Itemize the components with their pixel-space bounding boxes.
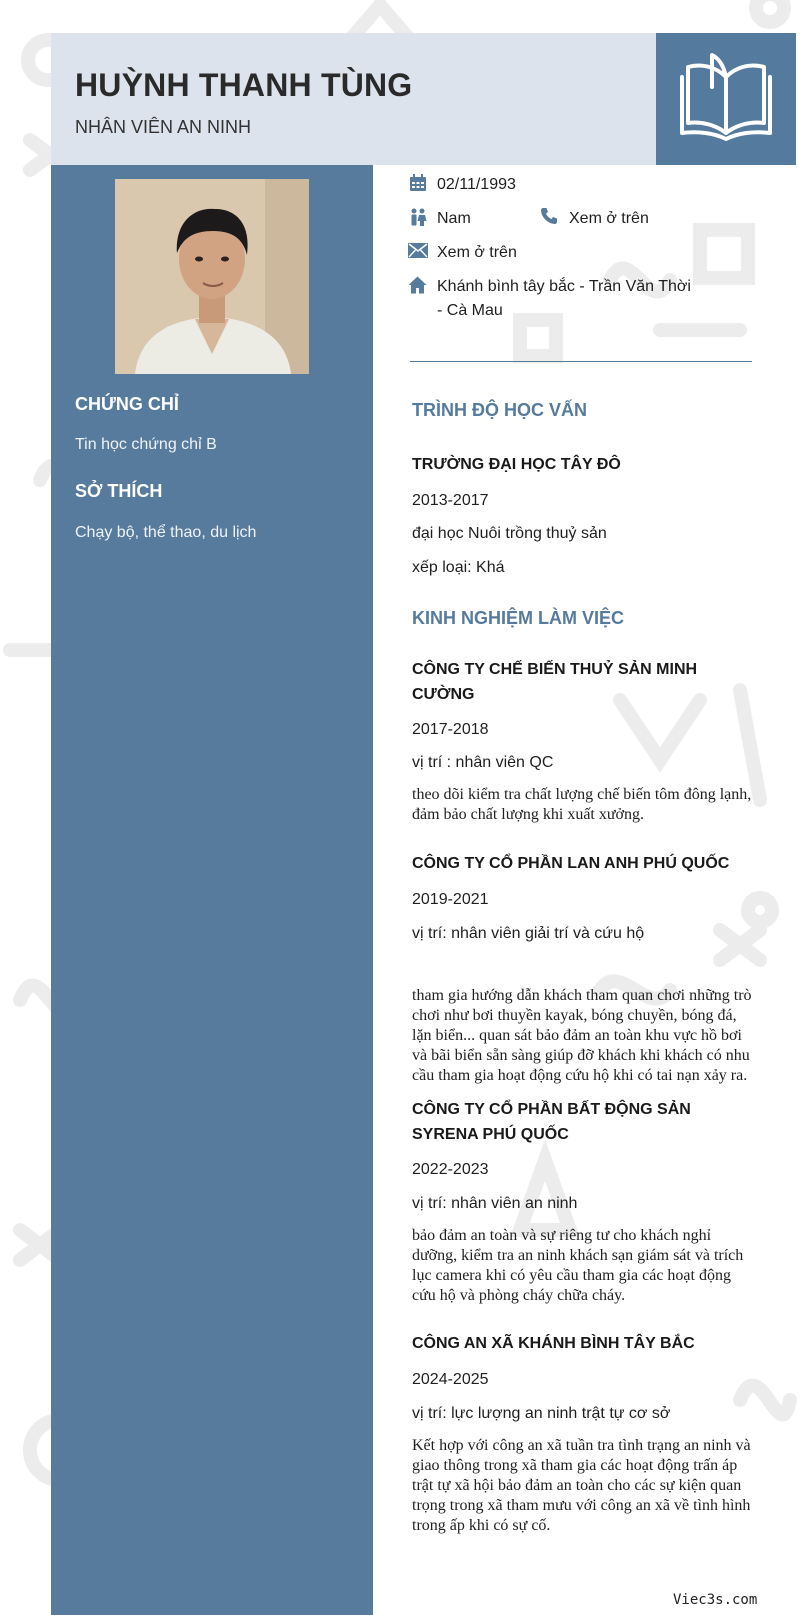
gender-icon <box>409 208 427 226</box>
experience-period: 2019-2021 <box>412 891 489 908</box>
hobbies-text: Chạy bộ, thể thao, du lịch <box>75 524 257 541</box>
experience-description: tham gia hướng dẫn khách tham quan chơi những trò chơi như bơi thuyền kayak, bóng chuyền, bóng đá, lặn biển... quan sát bảo đảm an toàn khu vực hồ bơi và bãi biển sẵn sàng giúp đỡ khách khi khách có nhu cầu tham gia hoạt động cứu hộ khi có tai nạn xảy ra. <box>412 987 752 1084</box>
experience-period: 2024-2025 <box>412 1371 489 1388</box>
resume-header <box>51 33 656 165</box>
home-icon <box>408 276 427 294</box>
education-title: TRÌNH ĐỘ HỌC VẤN <box>412 400 587 420</box>
experience-company: CÔNG TY CHẾ BIẾN THUỶ SẢN MINH CƯỜNG <box>412 661 698 703</box>
address-line-1: Khánh bình tây bắc - Trần Văn Thời <box>437 278 691 295</box>
education-grade: xếp loại: Khá <box>412 559 505 576</box>
experience-period: 2017-2018 <box>412 721 489 738</box>
certificates-text: Tin học chứng chỉ B <box>75 436 217 453</box>
education-major: đại học Nuôi trồng thuỷ sản <box>412 525 607 542</box>
email-icon <box>408 243 428 258</box>
experience-title: KINH NGHIỆM LÀM VIỆC <box>412 608 625 628</box>
sidebar <box>51 165 373 1615</box>
header-icon-box <box>656 33 796 165</box>
calendar-icon <box>409 174 427 192</box>
experience-position: vị trí: lực lượng an ninh trật tự cơ sở <box>412 1405 671 1422</box>
experience-position: vị trí : nhân viên QC <box>412 754 554 771</box>
phone-text: Xem ở trên <box>569 210 649 227</box>
address-line-2: - Cà Mau <box>437 302 503 319</box>
portrait-photo <box>115 179 309 374</box>
experience-position: vị trí: nhân viên giải trí và cứu hộ <box>412 925 645 942</box>
hobbies-title: SỞ THÍCH <box>75 481 163 501</box>
experience-company: CÔNG TY CỔ PHẦN LAN ANH PHÚ QUỐC <box>412 855 730 872</box>
candidate-name: HUỲNH THANH TÙNG <box>75 67 413 103</box>
gender-text: Nam <box>437 210 471 227</box>
info-divider <box>410 361 752 362</box>
phone-icon <box>540 207 558 225</box>
experience-description: bảo đảm an toàn và sự riêng tư cho khách nghỉ dưỡng, kiểm tra an ninh khách sạn giám sát và trích lục camera khi có yêu cầu tham gia các hoạt động cứu hộ và phòng cháy chữa cháy. <box>412 1227 744 1304</box>
job-title: NHÂN VIÊN AN NINH <box>75 117 252 137</box>
education-school: TRƯỜNG ĐẠI HỌC TÂY ĐÔ <box>412 456 621 473</box>
birthday-text: 02/11/1993 <box>437 176 516 193</box>
experience-position: vị trí: nhân viên an ninh <box>412 1195 578 1212</box>
education-period: 2013-2017 <box>412 492 489 509</box>
open-book-icon <box>656 33 796 165</box>
experience-company: CÔNG TY CỔ PHẦN BẤT ĐỘNG SẢN SYRENA PHÚ QUỐC <box>412 1101 691 1143</box>
resume-card <box>51 33 796 1615</box>
experience-company: CÔNG AN XÃ KHÁNH BÌNH TÂY BẮC <box>412 1335 695 1352</box>
certificates-title: CHỨNG CHỈ <box>75 394 179 414</box>
experience-description: Kết hợp với công an xã tuần tra tình trạng an ninh và giao thông trong xã tham gia các hoạt động trấn áp trật tự xã hội bảo đảm an toàn cho các sự kiện quan trọng trong xã tham mưu với công an xã về tình hình trong ấp khi có sự cố. <box>412 1437 751 1534</box>
experience-description: theo dõi kiểm tra chất lượng chế biến tôm đông lạnh, đảm bảo chất lượng khi xuất xưởng. <box>412 786 752 823</box>
email-text: Xem ở trên <box>437 244 517 261</box>
footer-watermark: Viec3s.com <box>673 1592 758 1608</box>
experience-period: 2022-2023 <box>412 1161 489 1178</box>
